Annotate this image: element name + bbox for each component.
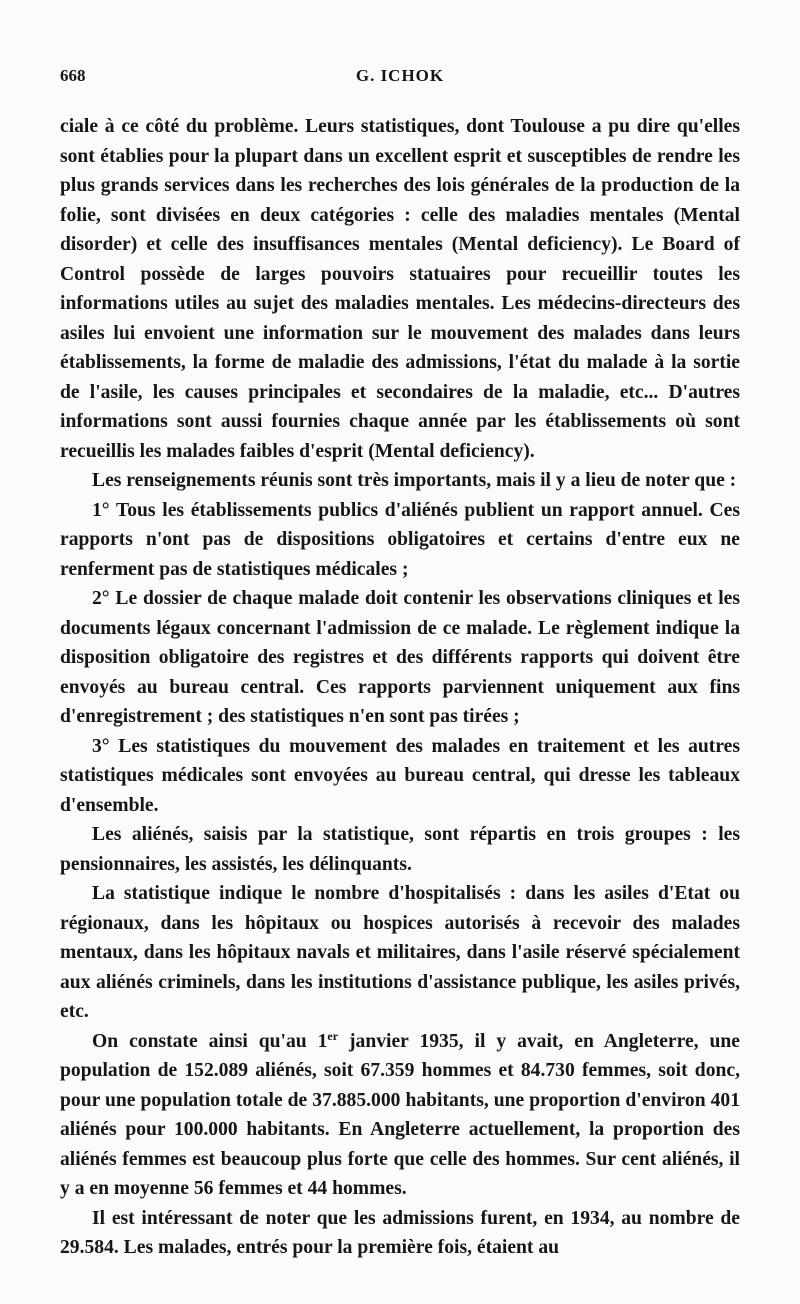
paragraph-groupes: Les aliénés, saisis par la statistique, sont répartis en trois groupes : les pensionnaires, les assistés, les délinquants.: [60, 824, 740, 875]
paragraph-population: [60, 1027, 740, 1204]
body-text: [60, 112, 740, 1263]
paragraph-item-2: 2° Le dossier de chaque malade doit contenir les observations cliniques et les documents légaux concernant l'admission de ce malade. Le règlement indique la disposition obligatoire des registres et des différents rapports qui doivent être envoyés au bureau central. Ces rapports parviennent uniquement aux fins d'enregistrement ; des statistiques n'en sont pas tirées ;: [60, 588, 740, 727]
paragraph-renseignements: Les renseignements réunis sont très importants, mais il y a lieu de noter que :: [92, 470, 737, 491]
paragraph-continuation: ciale à ce côté du problème. Leurs statistiques, dont Toulouse a pu dire qu'elles sont établies pour la plupart dans un excellent esprit et susceptibles de rendre les plus grands services dans les recherches des lois générales de la production de la folie, sont divisées en deux catégories : celle des maladies mentales (Mental disorder) et celle des insuffisances mentales (Mental deficiency). Le Board of Control possède de larges pouvoirs statuaires pour recueillir toutes les informations utiles au sujet des maladies mentales. Les médecins-directeurs des asiles lui envoient une information sur le mouvement des malades dans leurs établissements, la forme de maladie des admissions, l'état du malade à la sortie de l'asile, les causes principales et secondaires de la maladie, etc... D'autres informations sont aussi fournies chaque année par les établissements où sont recueillis les malades faibles d'esprit (Mental deficiency).: [60, 116, 740, 462]
population-text-rest: janvier 1935, il y avait, en Angleterre, une population de 152.089 aliénés, soit 67.359 hommes et 84.730 femmes, soit donc, pour une population totale de 37.885.000 habitants, une proportion d'environ 401 aliénés pour 100.000 habitants. En Angleterre actuellement, la proportion des aliénés femmes est beaucoup plus forte que celle des hommes. Sur cent aliénés, il y a en moyenne 56 femmes et 44 hommes.: [60, 1030, 741, 1199]
paragraph-hospitalises: La statistique indique le nombre d'hospitalisés : dans les asiles d'Etat ou régionaux, dans les hôpitaux ou hospices autorisés à recevoir des malades mentaux, dans les hôpitaux navals et militaires, dans l'asile réservé spécialement aux aliénés criminels, dans les institutions d'assistance publique, les asiles privés, etc.: [60, 883, 740, 1022]
page-header: [60, 66, 740, 92]
paragraph-admissions: Il est intéressant de noter que les admissions furent, en 1934, au nombre de 29.584. Les malades, entrés pour la première fois, étaient au: [60, 1207, 740, 1258]
page-number: 668: [60, 66, 86, 85]
population-text-start: On constate ainsi qu'au 1: [92, 1030, 328, 1052]
running-head-author: G. ICHOK: [355, 66, 445, 85]
paragraph-item-1: 1° Tous les établissements publics d'aliénés publient un rapport annuel. Ces rapports n'ont pas de dispositions obligatoires et certains d'entre eux ne renferment pas de statistiques médicales ;: [60, 499, 740, 580]
ordinal-superscript: er: [327, 1028, 339, 1043]
paragraph-item-3: 3° Les statistiques du mouvement des malades en traitement et les autres statistiques médicales sont envoyées au bureau central, qui dresse les tableaux d'ensemble.: [60, 735, 740, 816]
